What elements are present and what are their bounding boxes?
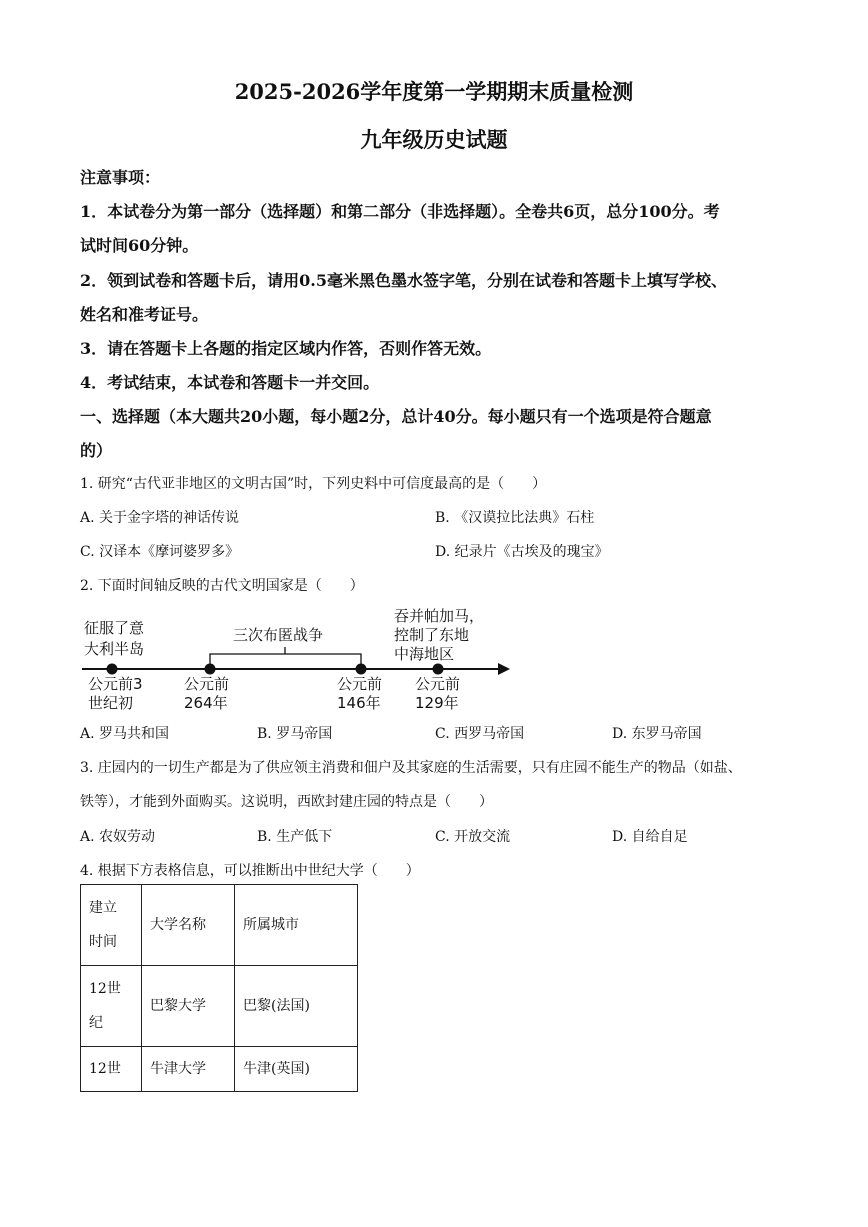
question-2-option-b[interactable]: B. 罗马帝国 [257,726,333,742]
question-4-stem: 4. 根据下方表格信息，可以推断出中世纪大学（ ） [80,863,420,879]
notice-item-1: 1．本试卷分为第一部分（选择题）和第二部分（非选择题）。全卷共6页，总分100分。考 [80,202,720,221]
timeline-date-1-line-2: 世纪初 [88,694,134,712]
timeline-point-1 [107,664,118,675]
timeline-date-3-line-1: 公元前 [337,675,383,693]
question-1-stem: 1. 研究“古代亚非地区的文明古国”时，下列史料中可信度最高的是（ ） [80,476,547,492]
exam-subtitle: 九年级历史试题 [360,127,508,152]
timeline-event-1-line-2: 大利半岛 [84,640,145,658]
timeline-date-4-line-2: 129年 [415,694,459,712]
question-1-option-c[interactable]: C. 汉译本《摩诃婆罗多》 [80,544,240,560]
question-2-option-a[interactable]: A. 罗马共和国 [80,726,170,742]
timeline-event-3-line-2: 控制了东地 [394,626,470,644]
table-header-cell: 建立 时间 [81,885,142,966]
timeline-date-4-line-1: 公元前 [415,675,461,693]
question-3-option-d[interactable]: D. 自给自足 [612,829,688,845]
table-cell: 12世 纪 [81,966,142,1047]
timeline-date-2-line-1: 公元前 [184,675,230,693]
timeline-event-3-line-1: 吞并帕加马， [394,607,485,625]
table-header-cell: 大学名称 [142,885,235,966]
section-heading-cont: 的） [80,441,113,460]
table-cell: 巴黎(法国) [235,966,358,1047]
table-header-cell: 所属城市 [235,885,358,966]
timeline-arrow [498,663,510,675]
timeline-point-4 [433,664,444,675]
question-3-option-a[interactable]: A. 农奴劳动 [80,829,156,845]
university-table [80,884,358,1092]
notice-heading: 注意事项： [80,168,161,187]
section-heading: 一、选择题（本大题共20小题，每小题2分，总计40分。每小题只有一个选项是符合题意 [80,407,712,426]
notice-item-1-cont: 试时间60分钟。 [80,236,199,255]
notice-item-3: 3．请在答题卡上各题的指定区域内作答，否则作答无效。 [80,339,492,358]
notice-item-2: 2．领到试卷和答题卡后，请用0.5毫米黑色墨水签字笔，分别在试卷和答题卡上填写学校、 [80,271,727,290]
timeline-event-1-line-1: 征服了意 [84,619,145,637]
question-1-option-d[interactable]: D. 纪录片《古埃及的瑰宝》 [435,544,609,560]
timeline-event-3-line-3: 中海地区 [394,645,455,663]
timeline-date-3-line-2: 146年 [337,694,381,712]
table-cell: 牛津大学 [142,1047,235,1092]
timeline-date-1-line-1: 公元前3 [88,675,143,693]
notice-item-4: 4．考试结束，本试卷和答题卡一并交回。 [80,373,380,392]
question-1-option-b[interactable]: B. 《汉谟拉比法典》石柱 [435,510,595,526]
question-1-option-a[interactable]: A. 关于金字塔的神话传说 [80,510,240,526]
table-cell: 巴黎大学 [142,966,235,1047]
timeline-bracket [210,647,361,664]
timeline-point-3 [356,664,367,675]
question-2-option-d[interactable]: D. 东罗马帝国 [612,726,702,742]
exam-title: 2025-2026学年度第一学期期末质量检测 [234,79,634,104]
timeline-point-2 [205,664,216,675]
notice-item-2-cont: 姓名和准考证号。 [80,305,209,324]
timeline-event-2: 三次布匿战争 [233,626,324,644]
question-3-stem-cont: 铁等），才能到外面购买。这说明，西欧封建庄园的特点是（ ） [80,794,493,810]
table-row [81,966,358,1047]
question-3-option-b[interactable]: B. 生产低下 [257,829,333,845]
table-cell: 12世 [81,1047,142,1092]
question-3-option-c[interactable]: C. 开放交流 [435,829,511,845]
question-2-stem: 2. 下面时间轴反映的古代文明国家是（ ） [80,578,364,594]
question-2-option-c[interactable]: C. 西罗马帝国 [435,726,525,742]
table-header-row [81,885,358,966]
table-row [81,1047,358,1092]
timeline-figure [78,598,518,718]
question-3-stem: 3. 庄园内的一切生产都是为了供应领主消费和佃户及其家庭的生活需要，只有庄园不能生产的物品（如盐、 [80,760,742,776]
table-cell: 牛津(英国) [235,1047,358,1092]
timeline-date-2-line-2: 264年 [184,694,228,712]
